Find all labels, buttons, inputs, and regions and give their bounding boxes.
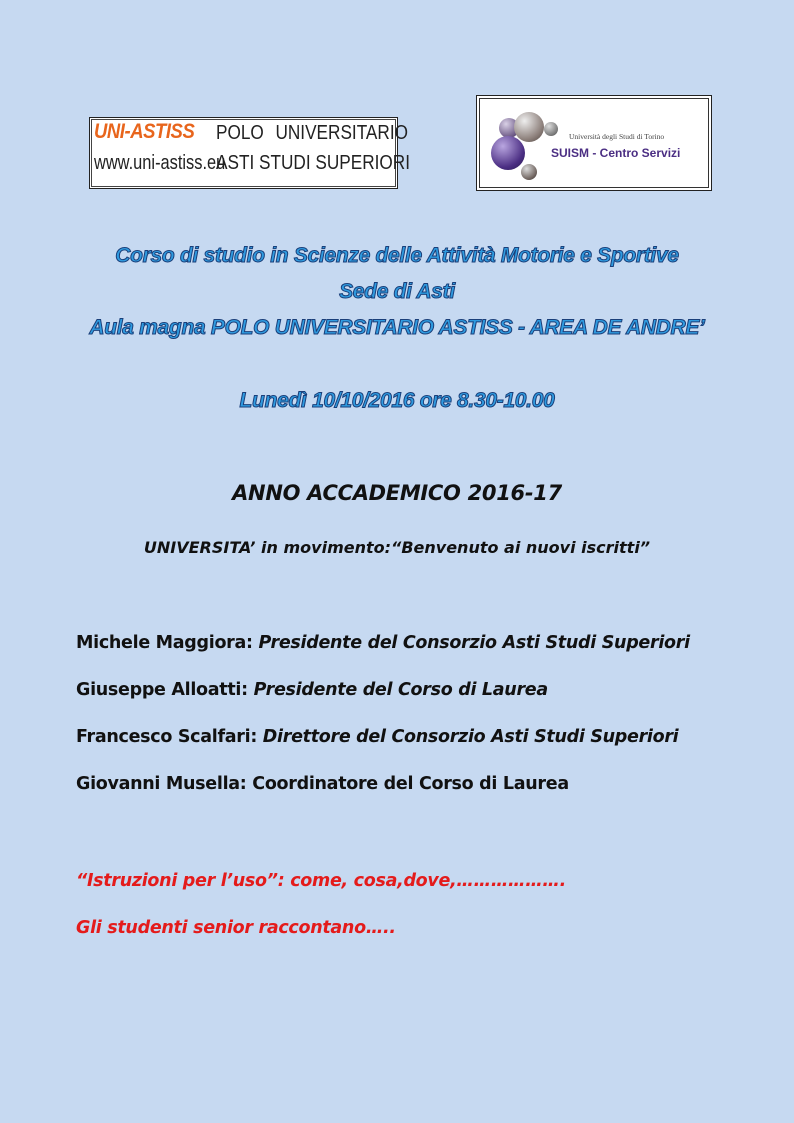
speaker-name: Giovanni Musella: bbox=[76, 774, 247, 794]
academic-year: ANNO ACCADEMICO 2016-17 bbox=[232, 481, 562, 505]
suism-university: Università degli Studi di Torino bbox=[569, 132, 665, 141]
note-senior-students: Gli studenti senior raccontano….. bbox=[76, 918, 396, 938]
astiss-line1: POLO UNIVERSITARIO bbox=[216, 122, 408, 144]
astiss-brand: UNI-ASTISS bbox=[94, 120, 195, 143]
speakers-list bbox=[76, 630, 776, 818]
course-location: Sede di Asti bbox=[339, 280, 455, 303]
uni-astiss-logo bbox=[89, 117, 411, 189]
speaker-role: Presidente del Corso di Laurea bbox=[247, 680, 548, 700]
speaker-row bbox=[76, 771, 776, 818]
speaker-row bbox=[76, 630, 776, 677]
speaker-name: Michele Maggiora: bbox=[76, 633, 253, 653]
speaker-row bbox=[76, 677, 776, 724]
course-title: Corso di studio in Scienze delle Attività Motorie e Sportive bbox=[115, 244, 679, 267]
course-header bbox=[0, 238, 794, 346]
event-date: Lunedì 10/10/2016 ore 8.30-10.00 bbox=[239, 389, 555, 412]
speaker-name: Giuseppe Alloatti: bbox=[76, 680, 248, 700]
speaker-role: Direttore del Consorzio Asti Studi Superiori bbox=[257, 727, 679, 747]
astiss-line2: ASTI STUDI SUPERIORI bbox=[216, 152, 411, 174]
course-venue: Aula magna POLO UNIVERSITARIO ASTISS - AREA DE ANDRE’ bbox=[89, 316, 705, 339]
note-instructions: “Istruzioni per l’uso”: come, cosa,dove,………………. bbox=[76, 871, 566, 891]
event-date-block bbox=[0, 383, 794, 419]
speaker-role: Coordinatore del Corso di Laurea bbox=[246, 774, 569, 794]
suism-logo bbox=[476, 95, 712, 191]
speaker-name: Francesco Scalfari: bbox=[76, 727, 258, 747]
agenda-notes bbox=[76, 868, 776, 962]
suism-name: SUISM - Centro Servizi bbox=[551, 146, 681, 160]
event-subtitle: UNIVERSITA’ in movimento:“Benvenuto ai nuovi iscritti” bbox=[143, 538, 651, 557]
speaker-row bbox=[76, 724, 776, 771]
astiss-url: www.uni-astiss.eu bbox=[94, 152, 226, 174]
speaker-role: Presidente del Consorzio Asti Studi Superiori bbox=[252, 633, 690, 653]
